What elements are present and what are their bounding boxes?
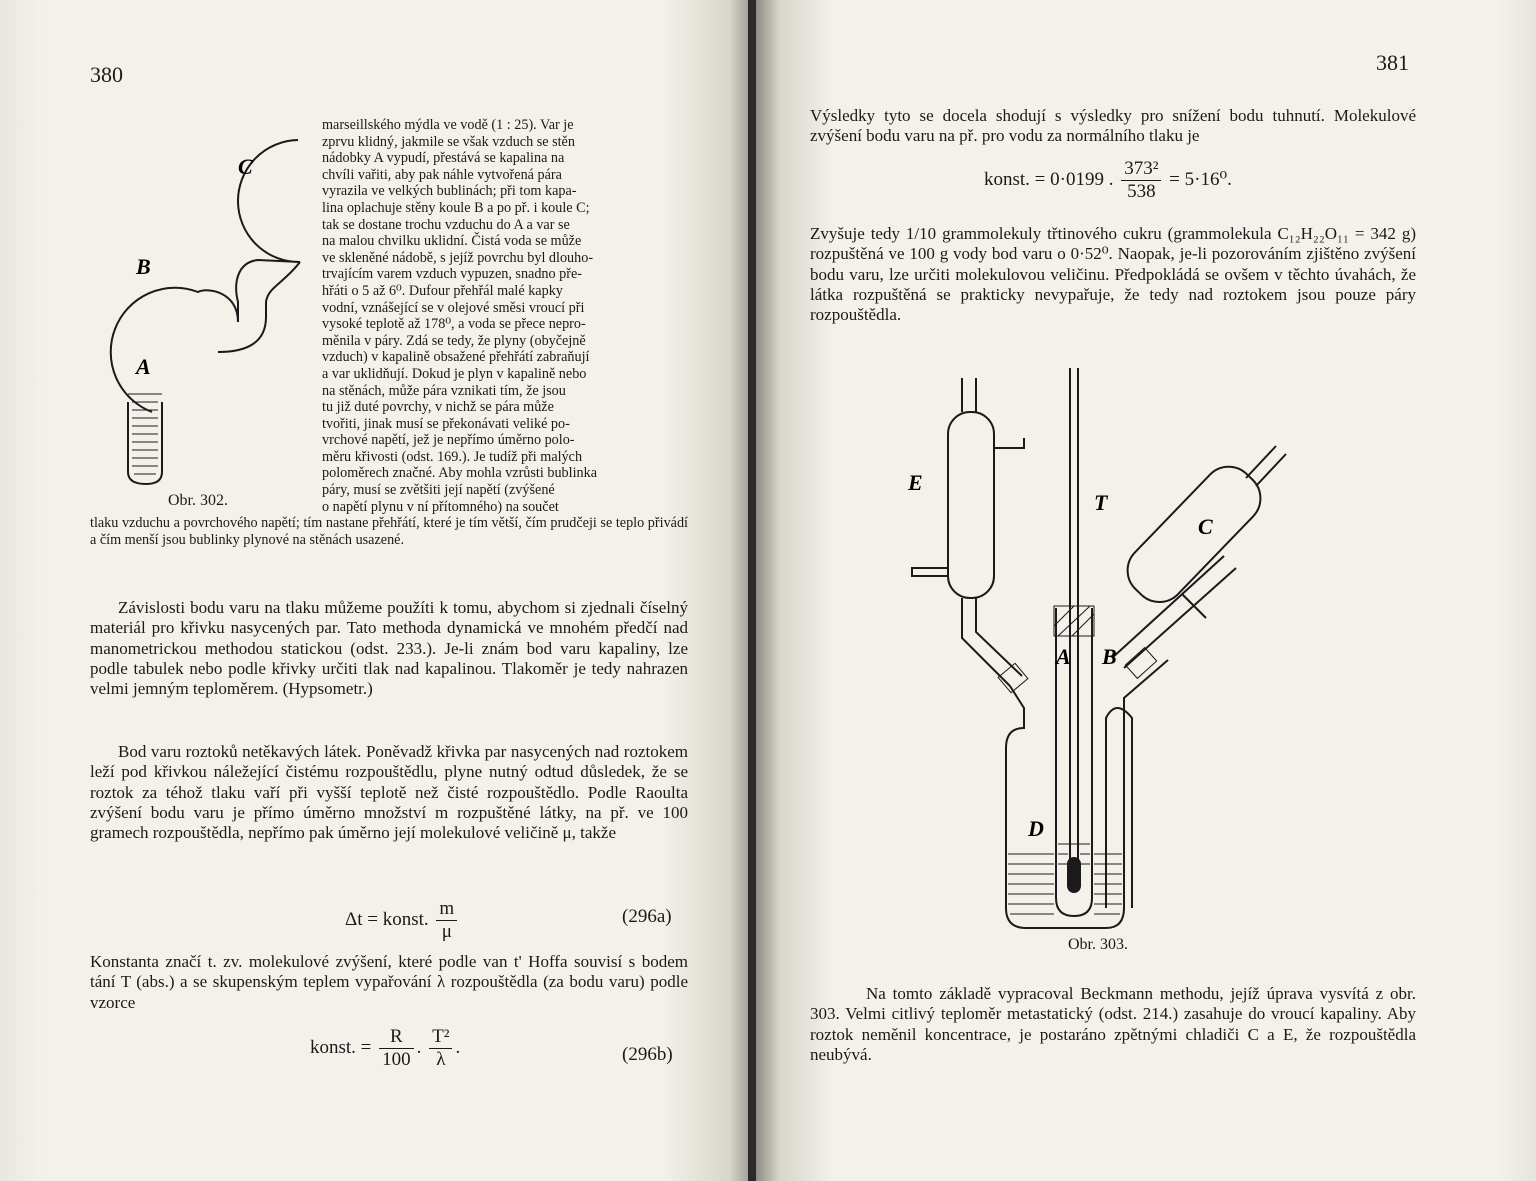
text-line: na stěnách, může pára vznikati tím, že jsou	[322, 382, 566, 399]
equation-lhs: konst. = 0·0199 .	[984, 168, 1114, 190]
figure-label-a: A	[136, 354, 151, 379]
equation-fraction	[436, 898, 457, 943]
equation-number: (296a)	[622, 906, 672, 927]
text-line: zprvu klidný, jakmile se však vzduch se stěn	[322, 133, 575, 150]
text-line: páry, musí se zvětšiti její napětí (zvýšené	[322, 482, 555, 499]
figure-302	[88, 112, 318, 492]
text-line: měru křivosti (odst. 169.). Je tudíž při malých	[322, 448, 583, 465]
figure-label-d: D	[1028, 816, 1044, 841]
page-number: 381	[1376, 50, 1409, 75]
text-line: poloměrech značné. Aby mohla vzrůsti bublinka	[322, 465, 597, 482]
text-line: tvořiti, jinak musí se překonávati veliké po-	[322, 415, 570, 432]
text-line: vodní, vznášející se v olejové směsi vroucí při	[322, 299, 585, 316]
fraction-numerator: m	[436, 898, 457, 921]
equation-lhs: konst. =	[310, 1036, 372, 1058]
fraction-denominator: 100	[382, 1049, 411, 1070]
text-line: vzduch) v kapalině obsažené přehřátí zabraňují	[322, 349, 590, 366]
text-line: ve skleněné nádobě, s jejíž povrchu byl dlouho-	[322, 249, 594, 266]
figure-label-e: E	[908, 470, 923, 495]
paragraph-raoult: Bod varu roztoků netěkavých látek. Poněvadž křivka par nasycených nad roztokem leží pod křivkou náležející čistému rozpouštědlu, plyne nutný odtud důsledek, že se roztok za téhož tlaku vaří při vyšší teplotě než čisté rozpouštědlo. Podle Raoulta zvýšení bodu varu je přímo úměrno množství m rozpuštěné látky, na př. ve 100 gramech rozpouštědla, nepřímo pak úměrno její molekulové veličině μ, takže	[90, 742, 688, 843]
text-line: o napětí plynu v ní přítomného) na součet	[322, 498, 559, 515]
equation-number: (296b)	[622, 1044, 673, 1065]
text-line: na malou chvilku uklidní. Čistá voda se může	[322, 233, 582, 250]
equation-fraction	[429, 1026, 452, 1071]
text-line: trvajícím varem vzduch vypuzen, snadno pře-	[322, 266, 583, 283]
equation-296a	[345, 898, 460, 943]
figure-label-b: B	[1102, 644, 1117, 669]
paragraph-sugar: Zvyšuje tedy 1/10 grammolekuly třtinového cukru (grammolekula C₁₂H₂₂O₁₁ = 342 g) rozpuštěná ve 100 g vody bod varu o 0·52⁰. Naopak, je-li pozorováním zjištěno zvýšení bodu varu, lze určiti molekulovou veličinu. Předpokládá se ovšem v těchto úvahách, že látka rozpuštěná se prakticky nevypařuje, že tedy nad roztokem jsou pouze páry rozpouštědla.	[810, 224, 1416, 325]
left-page	[0, 0, 752, 1181]
equation-296b: konst. = $\frac{R}{100}$ . $\frac{\text{T²}}{\lambda}$ .	[310, 1026, 461, 1070]
fraction-numerator: R	[379, 1026, 414, 1049]
paragraph-continuation: tlaku vzduchu a povrchového napětí; tím nastane přehřátí, které je tím větší, čím prudčeji se teplo přivádí a čím menší jsou bublinky plynové na stěnách usazené.	[90, 515, 688, 548]
text-line: hřáti o 5 až 6⁰. Dufour přehřál malé kapky	[322, 282, 563, 299]
text-line: vyrazila ve velkých bublinách; při tom kapa-	[322, 183, 577, 200]
fraction-denominator: λ	[436, 1049, 446, 1070]
figure-302-caption: Obr. 302.	[168, 492, 228, 509]
text-line: lina oplachuje stěny koule B a po př. i koule C;	[322, 199, 590, 216]
figure-label-a: A	[1056, 644, 1071, 669]
figure-303	[906, 368, 1326, 938]
equation-fraction	[1121, 158, 1161, 203]
figure-label-t: T	[1094, 490, 1108, 515]
text-line: a var uklidňují. Dokud je plyn v kapalině nebo	[322, 365, 587, 382]
page-number: 380	[90, 62, 123, 87]
text-line: chvíli vařiti, aby pak náhle vytvořená pára	[322, 166, 562, 183]
figure-label-c: C	[1198, 514, 1213, 539]
text-line: tu již duté povrchy, v nichž se pára může	[322, 399, 554, 416]
fraction-numerator: T²	[429, 1026, 452, 1049]
figure-label-b: B	[136, 254, 151, 279]
text-line: vrchové napětí, jež je nepřímo úměrno polo-	[322, 432, 575, 449]
text-line: tak se dostane trochu vzduchu do A a var se	[322, 216, 570, 233]
wrap-paragraph	[322, 117, 688, 515]
equation-fraction	[379, 1026, 414, 1071]
right-page	[756, 0, 1536, 1181]
text-line: vysoké teplotě až 178⁰, a voda se přece nepro-	[322, 316, 586, 333]
text-line: nádobky A vypudí, přestává se kapalina na	[322, 150, 565, 167]
equation-lhs: Δt = konst.	[345, 908, 429, 930]
fraction-denominator: μ	[441, 921, 452, 942]
paragraph-constant: Konstanta značí t. zv. molekulové zvýšení, které podle van t' Hoffa souvisí s bodem tání T (abs.) a se skupenským teplem vypařování λ rozpouštědla (za bodu varu) podle vzorce	[90, 952, 688, 1012]
figure-label-c: C	[238, 154, 253, 179]
paragraph-beckmann: Na tomto základě vypracoval Beckmann methodu, jejíž úprava vysvítá z obr. 303. Velmi citlivý teploměr metastatický (odst. 214.) zasahuje do vroucí kapaliny. Aby roztok neměnil koncentrace, je postaráno zpětnými chladiči C a E, že rozpouštědla neubývá.	[810, 984, 1416, 1064]
paragraph-results: Výsledky tyto se docela shodují s výsledky pro snížení bodu tuhnutí. Molekulové zvýšení bodu varu na př. pro vodu za normálního tlaku je	[810, 106, 1416, 146]
fraction-numerator: 373²	[1121, 158, 1161, 181]
fraction-denominator: 538	[1127, 181, 1156, 202]
equation-rhs: = 5·16⁰.	[1169, 168, 1232, 190]
text-line: marseillského mýdla ve vodě (1 : 25). Var je	[322, 117, 574, 133]
equation-water	[984, 158, 1232, 203]
figure-303-caption: Obr. 303.	[1068, 936, 1128, 953]
paragraph-hypsometr: Závislosti bodu varu na tlaku můžeme použíti k tomu, abychom si zjednali číselný materiál pro křivku nasycených par. Tato methoda dynamická ve mnohém předčí nad manometrickou methodou statickou (odst. 233.). Je-li znám bod varu kapaliny, lze podle tabulek nebo podle křivky určiti tlak nad kapalinou. Tlakoměr je tedy nahrazen velmi jemným teploměrem. (Hypsometr.)	[90, 598, 688, 699]
text-line: měnila v páry. Zdá se tedy, že plyny (obyčejně	[322, 332, 586, 349]
